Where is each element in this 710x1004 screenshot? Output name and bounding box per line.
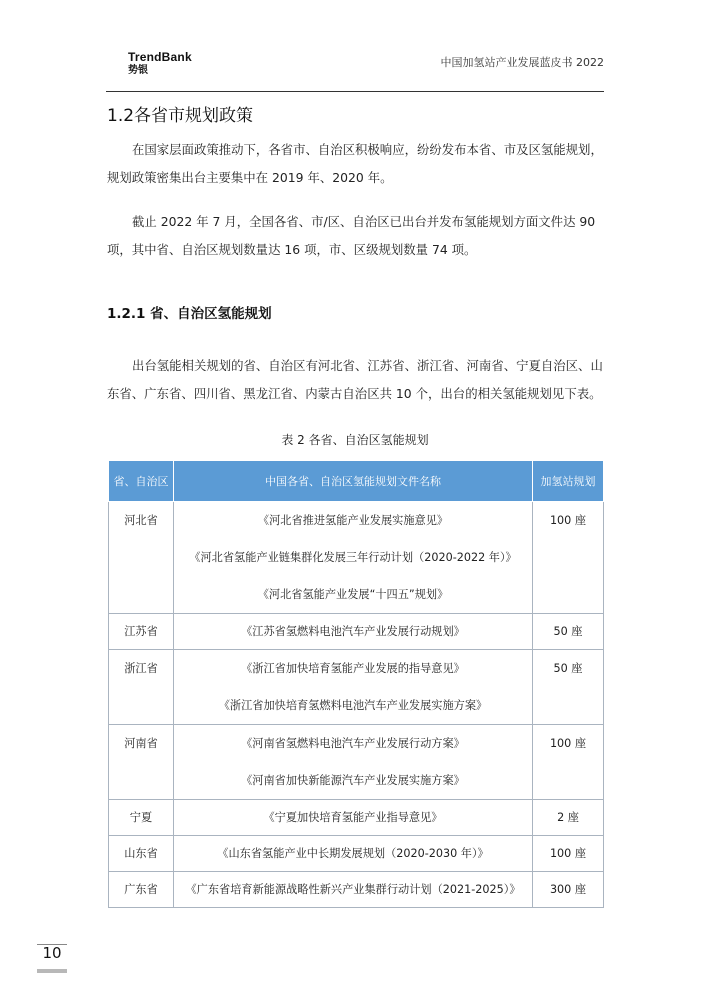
document-title: 《河北省推进氢能产业发展实施意见》 bbox=[257, 514, 449, 527]
stations-cell bbox=[533, 800, 604, 836]
province-cell bbox=[109, 872, 174, 908]
paragraph-text: 出台氢能相关规划的省、自治区有河北省、江苏省、浙江省、河南省、宁夏自治区、山东省、广东省、四川省、黑龙江省、内蒙古自治区共 10 个，出台的相关氢能规划见下表。 bbox=[107, 358, 603, 401]
document-title: 《河北省氢能产业链集群化发展三年行动计划（2020-2022 年）》 bbox=[189, 551, 517, 564]
document-title: 《河南省氢燃料电池汽车产业发展行动方案》 bbox=[241, 737, 465, 750]
running-header-title: 中国加氢站产业发展蓝皮书 2022 bbox=[440, 56, 604, 69]
stations-cell: 100 座 bbox=[533, 725, 604, 800]
stations-cell: 50 座 bbox=[533, 650, 604, 725]
stations-label: 50 座 bbox=[553, 625, 583, 638]
province-cell bbox=[109, 836, 174, 872]
policy-table bbox=[108, 460, 604, 908]
document-title: 《广东省培育新能源战略性新兴产业集群行动计划（2021-2025）》 bbox=[185, 883, 521, 896]
table-header-row bbox=[109, 461, 604, 502]
header-divider bbox=[106, 91, 604, 92]
column-header-document: 中国各省、自治区氢能规划文件名称 bbox=[174, 461, 533, 502]
province-label: 江苏省 bbox=[124, 625, 158, 638]
document-title: 《山东省氢能产业中长期发展规划（2020-2030 年）》 bbox=[217, 847, 489, 860]
province-cell bbox=[109, 800, 174, 836]
stations-label: 100 座 bbox=[549, 847, 587, 860]
province-label: 广东省 bbox=[124, 883, 158, 896]
table-row bbox=[109, 502, 604, 614]
document-title: 《河北省氢能产业发展“十四五”规划》 bbox=[257, 588, 449, 601]
stations-cell bbox=[533, 836, 604, 872]
table-row bbox=[109, 650, 604, 725]
stations-label: 300 座 bbox=[549, 883, 587, 896]
document-cell bbox=[174, 725, 533, 800]
stations-cell bbox=[533, 614, 604, 650]
document-title: 《河南省加快新能源汽车产业发展实施方案》 bbox=[241, 774, 465, 787]
logo-wordmark: TrendBank bbox=[128, 50, 192, 64]
document-cell bbox=[174, 502, 533, 614]
stations-cell: 100 座 bbox=[533, 502, 604, 614]
document-title: 《浙江省加快培育氢燃料电池汽车产业发展实施方案》 bbox=[218, 699, 488, 712]
logo-chinese-name: 势银 bbox=[128, 65, 148, 76]
table-row bbox=[109, 800, 604, 836]
document-cell bbox=[174, 650, 533, 725]
table-row bbox=[109, 614, 604, 650]
province-cell: 河南省 bbox=[109, 725, 174, 800]
stations-cell bbox=[533, 872, 604, 908]
province-label: 山东省 bbox=[124, 847, 158, 860]
document-title: 《江苏省氢燃料电池汽车产业发展行动规划》 bbox=[241, 625, 465, 638]
section-heading: 1.2各省市规划政策 bbox=[107, 106, 254, 126]
document-cell bbox=[174, 800, 533, 836]
table-row bbox=[109, 836, 604, 872]
page-number-bar bbox=[37, 969, 67, 973]
document-cell bbox=[174, 836, 533, 872]
trendbank-logo bbox=[128, 50, 192, 77]
stations-label: 2 座 bbox=[557, 811, 579, 824]
table-row bbox=[109, 872, 604, 908]
body-paragraph-1 bbox=[107, 136, 604, 192]
document-cell bbox=[174, 872, 533, 908]
document-title: 《浙江省加快培育氢能产业发展的指导意见》 bbox=[241, 662, 465, 675]
column-header-province: 省、自治区 bbox=[109, 461, 174, 502]
province-cell: 河北省 bbox=[109, 502, 174, 614]
document-title: 《宁夏加快培育氢能产业指导意见》 bbox=[263, 811, 443, 824]
page-number: 10 bbox=[42, 944, 62, 962]
province-label: 宁夏 bbox=[129, 811, 153, 824]
body-paragraph-3 bbox=[107, 352, 604, 408]
table-caption: 表 2 各省、自治区氢能规划 bbox=[281, 433, 429, 447]
paragraph-text: 截止 2022 年 7 月，全国各省、市/区、自治区已出台并发布氢能规划方面文件达 90 项，其中省、自治区规划数量达 16 项，市、区级规划数量 74 项。 bbox=[107, 214, 596, 257]
subsection-heading: 1.2.1 省、自治区氢能规划 bbox=[107, 306, 272, 322]
province-cell bbox=[109, 614, 174, 650]
paragraph-text: 在国家层面政策推动下，各省市、自治区积极响应，纷纷发布本省、市及区氢能规划，规划政策密集出台主要集中在 2019 年、2020 年。 bbox=[107, 142, 603, 185]
table-row bbox=[109, 725, 604, 800]
body-paragraph-2 bbox=[107, 208, 604, 264]
document-cell bbox=[174, 614, 533, 650]
column-header-stations: 加氢站规划 bbox=[533, 461, 604, 502]
province-cell: 浙江省 bbox=[109, 650, 174, 725]
